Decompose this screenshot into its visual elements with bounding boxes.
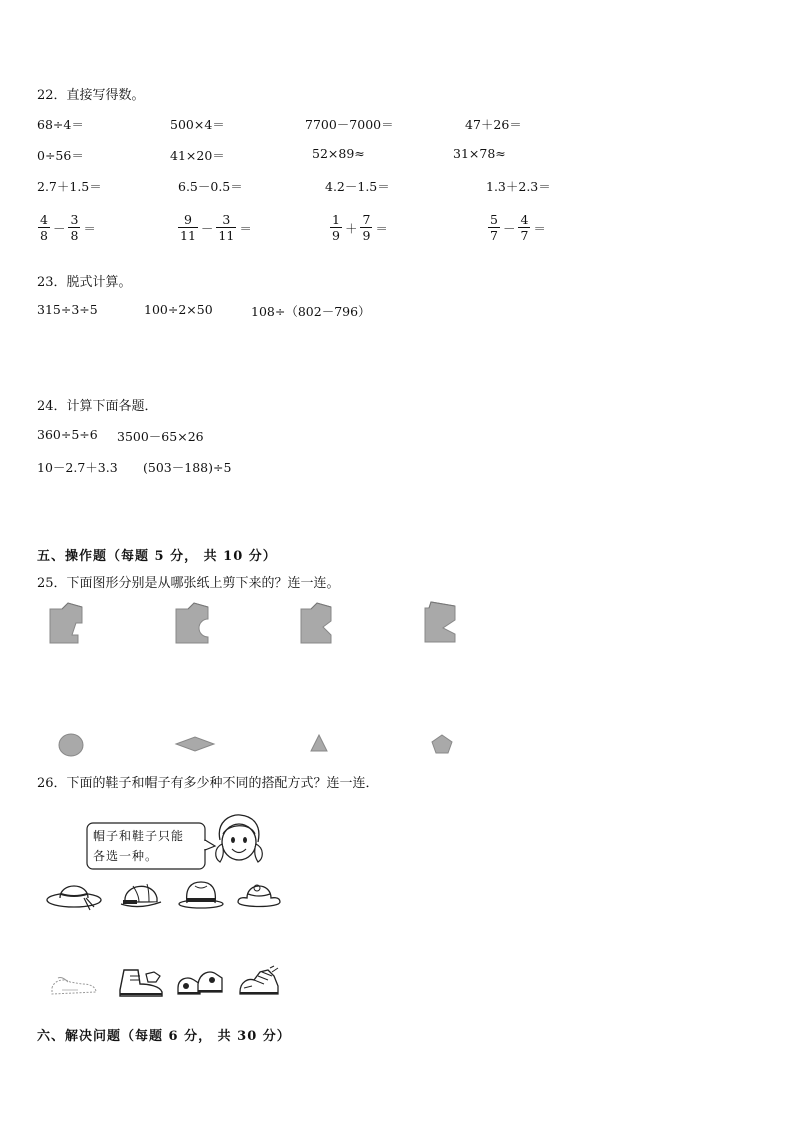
operator: －	[52, 220, 66, 236]
hat-1-icon[interactable]	[44, 874, 104, 914]
bubble-line-2: 各选一种。	[93, 849, 159, 863]
girl-illustration	[210, 812, 268, 870]
circle-shape[interactable]	[57, 732, 85, 758]
denominator: 11	[180, 228, 196, 243]
q24-r2c1: 10－2.7＋3.3	[37, 460, 118, 475]
q22-r1c2: 500×4＝	[170, 117, 225, 132]
denominator: 8	[40, 228, 48, 243]
fraction	[68, 212, 80, 243]
denominator: 7	[520, 228, 529, 243]
q24-r2c2: (503－188)÷5	[143, 460, 232, 475]
q22-r1c4: 47＋26＝	[465, 117, 522, 132]
fraction	[518, 212, 530, 243]
fraction	[38, 212, 50, 243]
q23-title: 23．脱式计算。	[37, 275, 132, 290]
q23-item-3: 108÷（802－796）	[251, 304, 371, 319]
folded-paper-3[interactable]	[299, 601, 335, 645]
shoe-1-icon[interactable]	[48, 970, 100, 1000]
fraction	[488, 212, 500, 243]
numerator: 4	[520, 212, 529, 227]
numerator: 5	[490, 212, 498, 227]
q24-r1c1: 360÷5÷6	[37, 427, 98, 442]
denominator: 7	[490, 228, 498, 243]
numerator: 7	[362, 212, 371, 227]
q22-title: 22．直接写得数。	[37, 88, 145, 103]
numerator: 3	[222, 212, 231, 227]
rhombus-shape[interactable]	[174, 736, 216, 752]
hat-2-icon[interactable]	[119, 878, 163, 912]
denominator: 9	[362, 228, 371, 243]
q22-r2c4: 31×78≈	[453, 146, 506, 161]
fraction	[216, 212, 236, 243]
shoe-3-icon[interactable]	[174, 964, 226, 1000]
bubble-line-1: 帽子和鞋子只能	[93, 829, 185, 843]
equals-sign: ＝	[375, 220, 388, 236]
q24-r1c2: 3500－65×26	[117, 429, 204, 444]
equals-sign: ＝	[533, 220, 546, 236]
q22-r2c2: 41×20＝	[170, 148, 225, 163]
numerator: 1	[332, 212, 340, 227]
denominator: 11	[218, 228, 235, 243]
numerator: 3	[70, 212, 79, 227]
hat-4-icon[interactable]	[235, 876, 283, 912]
numerator: 9	[183, 212, 192, 227]
operator: －	[502, 220, 516, 236]
q24-title: 24．计算下面各题．	[37, 399, 158, 414]
folded-paper-2[interactable]	[174, 601, 210, 645]
shoe-4-icon[interactable]	[234, 962, 282, 1002]
denominator: 9	[332, 228, 340, 243]
q22-frac-1	[38, 212, 96, 243]
hat-3-icon[interactable]	[177, 878, 225, 912]
triangle-shape[interactable]	[309, 733, 329, 753]
q22-frac-4	[488, 212, 546, 243]
equals-sign: ＝	[83, 220, 96, 236]
q23-item-2: 100÷2×50	[144, 302, 213, 317]
q22-r3c2: 6.5－0.5＝	[178, 179, 243, 194]
section-5-title: 五、操作题（每题 5 分， 共 10 分）	[37, 549, 277, 564]
folded-paper-1[interactable]	[48, 601, 84, 645]
q22-r2c1: 0÷56＝	[37, 148, 84, 163]
shoe-2-icon[interactable]	[116, 964, 166, 1002]
q22-r3c4: 1.3＋2.3＝	[486, 179, 551, 194]
fraction	[360, 212, 372, 243]
q22-r3c3: 4.2－1.5＝	[325, 179, 390, 194]
equals-sign: ＝	[239, 220, 252, 236]
q22-r3c1: 2.7＋1.5＝	[37, 179, 102, 194]
q25-title: 25．下面图形分别是从哪张纸上剪下来的？连一连。	[37, 576, 340, 591]
folded-paper-4[interactable]	[423, 600, 459, 644]
numerator: 4	[40, 212, 48, 227]
q22-frac-2	[178, 212, 252, 243]
operator: －	[200, 220, 214, 236]
q22-r1c3: 7700－7000＝	[305, 117, 394, 132]
q22-r1c1: 68÷4＝	[37, 117, 84, 132]
fraction	[330, 212, 342, 243]
denominator: 8	[70, 228, 79, 243]
fraction	[178, 212, 198, 243]
pentagon-shape[interactable]	[430, 733, 454, 755]
operator: ＋	[344, 220, 358, 236]
q22-r2c3: 52×89≈	[312, 146, 365, 161]
section-6-title: 六、解决问题（每题 6 分， 共 30 分）	[37, 1029, 291, 1044]
q22-frac-3	[330, 212, 388, 243]
q26-title: 26．下面的鞋子和帽子有多少种不同的搭配方式？连一连．	[37, 776, 379, 791]
q23-item-1: 315÷3÷5	[37, 302, 98, 317]
